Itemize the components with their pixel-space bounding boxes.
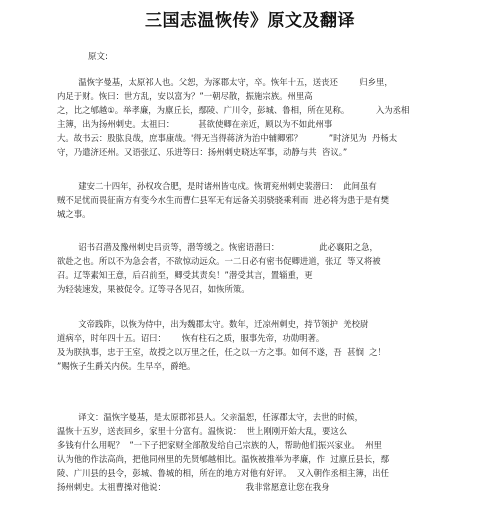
- document-title: 三国志温恢传》原文及翻译: [145, 11, 355, 31]
- text-line: 为轻装速发，果被促令。辽等寻各见召，如恢所策。: [57, 284, 250, 294]
- paragraph-original-1: [57, 75, 457, 159]
- paragraph-original-2: [57, 179, 457, 221]
- text-line: 城之事。: [57, 209, 91, 219]
- text-line: 召。辽等素知王意，后召前至，卿受其责矣！”潜受其言，置辎重，更: [57, 270, 313, 280]
- text-line: 欲赴之也。所以不为急会者，不欲惊动远众。一二日必有密书促卿进道，张辽 等又将被: [57, 256, 381, 266]
- paragraph-translation: [57, 410, 457, 494]
- paragraph-original-3: [57, 240, 457, 296]
- text-line: 译文：温恢字曼基，是太原郡祁县人。父亲温恕，任涿郡太守，去世的时候，: [57, 412, 364, 422]
- text-line: 贼不足忧而畏征南方有变今水生而曹仁县军无有远备关羽骁骁乘利而 进必将为患于是有樊: [57, 195, 389, 205]
- section-label-original: 原文:: [88, 52, 108, 62]
- text-line: 诏书召潜及豫州刺史吕贡等，潜等缓之。恢密语潜曰： 此必襄阳之急，: [57, 242, 378, 252]
- text-line: 认为他的作法高尚，把他同州里的先贤郇越相比。温恢被推举为孝廉，作 过廪丘县长，鄢: [57, 454, 389, 464]
- text-line: 陵、广川县的县令，彭城、鲁城的相，所在的地方对他有好评。 又入朝作丞相主簿，出任: [57, 468, 389, 478]
- text-line: 温恢字曼基，太原祁人也。父恕，为涿郡太守，卒。恢年十五，送丧还 归乡里，: [57, 77, 393, 87]
- text-line: 主簿，出为扬州刺史。太祖曰： 甚欲使卿在亲近，顾以为不如此州事: [57, 119, 333, 129]
- text-line: 大。故书云：股肱良哉，庶事康哉。'得无当得蒋济为治中辅卿邪？ ”时济见为 丹杨太: [57, 133, 398, 143]
- text-line: 内足于财。恢曰：世方乱，安以富为？”一朝尽散，振施宗族。州里高: [57, 91, 313, 101]
- text-line: 之，比之郇越①。举孝廉，为廪丘长，鄢陵、广川令，彭城、鲁相，所在见称。 入为丞相: [57, 105, 410, 115]
- paragraph-original-4: [57, 317, 457, 373]
- text-line: 文帝践阼，以恢为侍中，出为魏郡太守。数年，迁凉州刺史，持节领护 羌校尉: [57, 319, 369, 329]
- text-line: 多钱有什么用呢？ ”一下子把家财全部散发给自己宗族的人，帮助他们振兴家业。 州里: [57, 440, 382, 450]
- text-line: ”赐恢子生爵关内侯。生早卒，爵绝。: [57, 361, 196, 371]
- text-line: 道病卒，时年四十五。诏曰： 恢有柱石之质，服事先帝，功勋明著。: [57, 333, 325, 343]
- text-line: 及为朕执事，忠于王室，故授之以万里之任，任之以一方之事。如何不遂，吾 甚悯 之！: [57, 347, 386, 357]
- text-line: 建安二十四年，孙权攻合肥，是时诸州皆屯戍。恢谓兖州刺史裴潜曰： 此间虽有: [57, 181, 377, 191]
- text-line: 扬州刺史。太祖曹操对他说： 我非常愿意让您在我身: [57, 482, 330, 492]
- text-line: 温恢十五岁，送丧回乡，家里十分富有。温恢说： 世上刚刚开始大乱，要这么: [57, 426, 348, 436]
- text-line: 守，乃遣济还州。又语张辽、乐进等曰：扬州刺史晓达军事，动静与共 咨议。”: [57, 147, 348, 157]
